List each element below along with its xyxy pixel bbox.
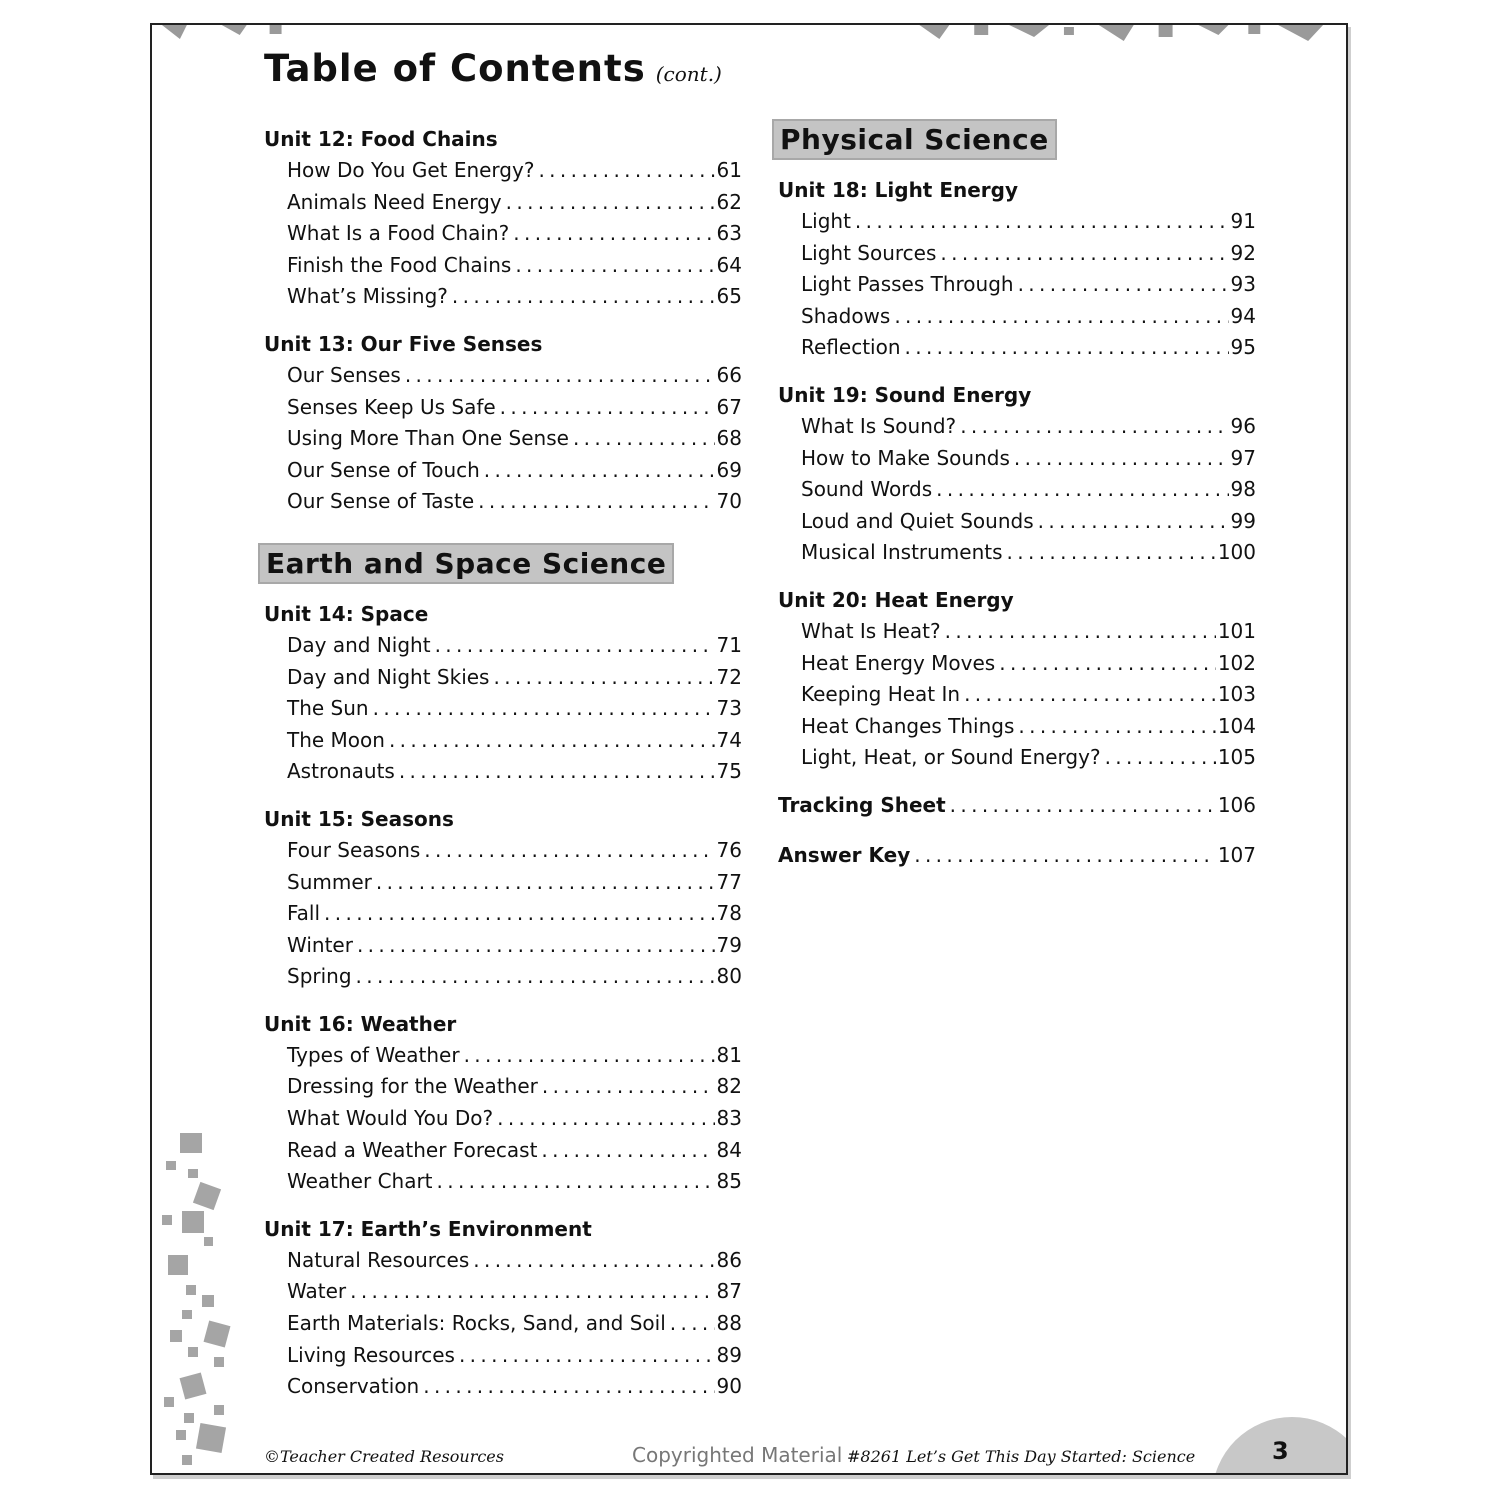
entry-page: 103	[1217, 682, 1256, 707]
entry-page: 104	[1217, 713, 1256, 738]
unit-16	[264, 1008, 742, 1198]
dot-leader	[1105, 742, 1216, 774]
title-text: Table of Contents	[264, 47, 646, 90]
entry-title: Winter	[287, 932, 353, 957]
dot-leader	[399, 756, 715, 788]
entry-page: 80	[716, 964, 742, 989]
unit-12	[264, 123, 742, 313]
dot-leader	[894, 301, 1228, 333]
entry-page: 62	[716, 189, 742, 214]
entry-page: 68	[716, 426, 742, 451]
footer-publisher: ©Teacher Created Resources	[264, 1447, 504, 1466]
entry-page: 70	[716, 489, 742, 514]
unit-15	[264, 803, 742, 993]
dot-leader	[350, 1276, 714, 1308]
toc-entry[interactable]	[264, 662, 742, 694]
entry-title: Heat Energy Moves	[801, 650, 996, 675]
dot-leader	[376, 867, 715, 899]
entry-title: Earth Materials: Rocks, Sand, and Soil	[287, 1311, 666, 1336]
dot-leader	[542, 1071, 715, 1103]
toc-entry[interactable]	[778, 411, 1256, 443]
entry-page: 107	[1217, 842, 1256, 867]
entry-page: 64	[716, 252, 742, 277]
entry-page: 85	[716, 1169, 742, 1194]
entry-page: 69	[716, 457, 742, 482]
entry-page: 83	[716, 1106, 742, 1131]
section-header-earth-space: Earth and Space Science	[258, 543, 674, 584]
entry-page: 94	[1230, 303, 1256, 328]
entry-title: How Do You Get Energy?	[287, 158, 535, 182]
dot-leader	[324, 898, 715, 930]
toc-entry[interactable]	[264, 360, 742, 392]
entry-title: Four Seasons	[287, 837, 421, 862]
toc-entry[interactable]	[264, 930, 742, 962]
toc-entry[interactable]	[264, 835, 742, 867]
unit-heading: Unit 18: Light Energy	[778, 178, 1019, 202]
dot-leader	[538, 155, 714, 187]
dot-leader	[513, 218, 714, 250]
toc-entry[interactable]	[264, 1166, 742, 1198]
entry-title: Light Sources	[801, 240, 937, 265]
entry-page: 74	[716, 727, 742, 752]
entry-page: 101	[1217, 618, 1256, 643]
entry-page: 72	[716, 664, 742, 689]
entry-page: 75	[716, 759, 742, 784]
dot-leader	[506, 187, 715, 219]
dot-leader	[473, 1245, 714, 1277]
document-page	[150, 23, 1348, 1475]
unit-heading: Unit 14: Space	[264, 601, 429, 626]
dot-leader	[541, 1135, 714, 1167]
toc-entry[interactable]	[264, 898, 742, 930]
entry-title: Shadows	[801, 303, 891, 328]
entry-title: Natural Resources	[287, 1247, 470, 1272]
dot-leader	[478, 486, 714, 518]
entry-title: Loud and Quiet Sounds	[801, 508, 1034, 533]
entry-title: Fall	[287, 901, 321, 926]
entry-title: Types of Weather	[287, 1042, 460, 1067]
entry-page: 91	[1230, 209, 1256, 233]
entry-title: Using More Than One Sense	[287, 426, 569, 451]
entry-page: 86	[716, 1247, 742, 1272]
entry-page: 67	[716, 394, 742, 419]
entry-title: What Is Sound?	[801, 413, 957, 438]
dot-leader	[573, 423, 715, 455]
dot-leader	[1007, 537, 1216, 569]
entry-title: Musical Instruments	[801, 540, 1003, 565]
entry-title: What’s Missing?	[287, 284, 448, 309]
dot-leader	[484, 455, 715, 487]
unit-19	[778, 379, 1256, 569]
entry-title: Weather Chart	[287, 1169, 433, 1194]
entry-title: Water	[287, 1279, 347, 1304]
unit-heading: Unit 17: Earth’s Environment	[264, 1216, 592, 1241]
entry-title: What Is a Food Chain?	[287, 221, 510, 246]
entry-title: Light Passes Through	[801, 272, 1014, 297]
entry-page: 99	[1230, 508, 1256, 533]
entry-page: 93	[1230, 272, 1256, 297]
toc-entry[interactable]	[264, 455, 742, 487]
toc-entry[interactable]	[778, 474, 1256, 506]
dot-leader	[999, 648, 1216, 680]
footer-book-title: #8261 Let’s Get This Day Started: Science	[847, 1447, 1196, 1466]
entry-title: The Sun	[287, 696, 369, 721]
toc-entry[interactable]	[264, 961, 742, 993]
unit-heading: Unit 20: Heat Energy	[778, 587, 1014, 612]
entry-page: 82	[716, 1074, 742, 1099]
entry-title: Our Senses	[287, 362, 401, 387]
entry-page: 89	[716, 1342, 742, 1367]
toc-entry[interactable]	[264, 155, 742, 187]
toc-entry[interactable]	[264, 630, 742, 662]
dot-leader	[940, 238, 1228, 270]
entry-title: Reflection	[801, 335, 901, 360]
entry-page: 88	[716, 1311, 742, 1336]
entry-title: Keeping Heat In	[801, 682, 961, 707]
toc-entry[interactable]	[778, 506, 1256, 538]
entry-title: Answer Key	[778, 842, 911, 867]
entry-page: 106	[1217, 792, 1256, 817]
entry-page: 77	[716, 869, 742, 894]
toc-entry[interactable]	[264, 693, 742, 725]
dot-leader	[945, 616, 1216, 648]
unit-17	[264, 1213, 742, 1403]
entry-page: 66	[716, 362, 742, 387]
entry-title: Summer	[287, 869, 372, 894]
entry-title: The Moon	[287, 727, 385, 752]
dot-leader	[1018, 711, 1215, 743]
dot-leader	[423, 1371, 714, 1403]
entry-title: Conservation	[287, 1374, 420, 1399]
toc-entry[interactable]	[778, 269, 1256, 301]
entry-title: Finish the Food Chains	[287, 252, 512, 277]
toc-entry[interactable]	[264, 423, 742, 455]
toc-entry[interactable]	[264, 1371, 742, 1403]
toc-entry[interactable]	[264, 1308, 742, 1340]
entry-page: 81	[716, 1042, 742, 1067]
entry-title: Our Sense of Touch	[287, 457, 480, 482]
entry-title: Sound Words	[801, 477, 933, 502]
toc-entry[interactable]	[778, 711, 1256, 743]
dot-leader	[497, 1103, 714, 1135]
toc-entry[interactable]	[778, 206, 1256, 238]
dot-leader	[855, 206, 1229, 238]
unit-20	[778, 584, 1256, 774]
dot-leader	[500, 392, 715, 424]
entry-title: Heat Changes Things	[801, 713, 1015, 738]
dot-leader	[950, 789, 1216, 821]
unit-13	[264, 328, 742, 518]
dot-leader	[452, 281, 715, 313]
toc-entry[interactable]	[778, 648, 1256, 680]
toc-entry[interactable]	[778, 537, 1256, 569]
toc-entry[interactable]	[264, 1103, 742, 1135]
entry-title: Animals Need Energy	[287, 189, 502, 214]
right-column	[778, 119, 1256, 889]
dot-leader	[424, 835, 714, 867]
entry-title: Day and Night	[287, 632, 431, 657]
dot-leader	[1014, 443, 1229, 475]
entry-page: 65	[716, 284, 742, 309]
section-header-physical-science: Physical Science	[772, 119, 1057, 160]
entry-title: What Is Heat?	[801, 618, 941, 643]
toc-entry[interactable]	[778, 616, 1256, 648]
toc-entry[interactable]	[264, 486, 742, 518]
left-column	[264, 123, 742, 1418]
entry-title: How to Make Sounds	[801, 445, 1010, 470]
entry-page: 79	[716, 932, 742, 957]
dot-leader	[936, 474, 1228, 506]
page-number: 3	[1272, 1437, 1289, 1465]
entry-page: 61	[716, 158, 742, 182]
unit-heading: Unit 13: Our Five Senses	[264, 331, 543, 356]
toc-entry[interactable]	[778, 679, 1256, 711]
toc-entry[interactable]	[778, 443, 1256, 475]
dot-leader	[515, 250, 714, 282]
toc-entry[interactable]	[264, 1040, 742, 1072]
dot-leader	[905, 332, 1229, 364]
entry-title: Astronauts	[287, 759, 395, 784]
entry-title: Day and Night Skies	[287, 664, 490, 689]
dot-leader	[435, 630, 715, 662]
toc-entry[interactable]	[264, 867, 742, 899]
entry-page: 71	[716, 632, 742, 657]
toc-entry[interactable]	[778, 238, 1256, 270]
entry-page: 102	[1217, 650, 1256, 675]
toc-entry[interactable]	[264, 218, 742, 250]
toc-entry[interactable]	[778, 742, 1256, 774]
entry-title: Tracking Sheet	[778, 792, 946, 817]
dot-leader	[459, 1340, 715, 1372]
toc-entry[interactable]	[264, 1135, 742, 1167]
dot-leader	[1038, 506, 1229, 538]
entry-page: 84	[716, 1137, 742, 1162]
toc-entry[interactable]	[264, 1071, 742, 1103]
entry-page: 73	[716, 696, 742, 721]
entry-page: 100	[1217, 540, 1256, 565]
dot-leader	[373, 693, 715, 725]
side-decoration	[152, 1125, 252, 1475]
entry-title: Our Sense of Taste	[287, 489, 475, 514]
entry-page: 96	[1230, 413, 1256, 438]
unit-heading: Unit 16: Weather	[264, 1011, 457, 1036]
entry-title: Light	[801, 209, 851, 233]
footer-watermark: Copyrighted Material	[632, 1443, 843, 1467]
dot-leader	[405, 360, 715, 392]
toc-entry[interactable]	[264, 250, 742, 282]
toc-entry[interactable]	[264, 725, 742, 757]
dot-leader	[914, 839, 1216, 871]
entry-title: Read a Weather Forecast	[287, 1137, 538, 1162]
toc-entry[interactable]	[264, 756, 742, 788]
unit-heading: Unit 12: Food Chains	[264, 127, 498, 151]
unit-heading: Unit 19: Sound Energy	[778, 382, 1032, 407]
dot-leader	[670, 1308, 715, 1340]
dot-leader	[960, 411, 1228, 443]
toc-entry-answer-key[interactable]	[778, 839, 1256, 871]
entry-page: 95	[1230, 335, 1256, 360]
dot-leader	[357, 930, 715, 962]
toc-entry[interactable]	[264, 1340, 742, 1372]
entry-page: 105	[1217, 745, 1256, 770]
toc-entry[interactable]	[264, 187, 742, 219]
toc-entry[interactable]	[264, 281, 742, 313]
entry-title: Spring	[287, 964, 352, 989]
unit-heading: Unit 15: Seasons	[264, 806, 454, 831]
entry-page: 98	[1230, 477, 1256, 502]
entry-title: Dressing for the Weather	[287, 1074, 538, 1099]
entry-page: 92	[1230, 240, 1256, 265]
entry-title: Living Resources	[287, 1342, 455, 1367]
entry-page: 63	[716, 221, 742, 246]
dot-leader	[389, 725, 715, 757]
entry-title: Senses Keep Us Safe	[287, 394, 496, 419]
title-cont: (cont.)	[655, 62, 722, 86]
entry-page: 90	[716, 1374, 742, 1399]
dot-leader	[464, 1040, 715, 1072]
toc-entry[interactable]	[264, 1276, 742, 1308]
dot-leader	[356, 961, 715, 993]
unit-14	[264, 598, 742, 788]
toc-entry[interactable]	[264, 1245, 742, 1277]
entry-title: What Would You Do?	[287, 1106, 494, 1131]
dot-leader	[437, 1166, 715, 1198]
entry-page: 87	[716, 1279, 742, 1304]
dot-leader	[1018, 269, 1229, 301]
dot-leader	[493, 662, 714, 694]
entry-title: Light, Heat, or Sound Energy?	[801, 745, 1101, 770]
dot-leader	[964, 679, 1216, 711]
toc-entry[interactable]	[778, 332, 1256, 364]
toc-entry[interactable]	[778, 301, 1256, 333]
unit-18	[778, 174, 1256, 364]
entry-page: 76	[716, 837, 742, 862]
toc-entry[interactable]	[264, 392, 742, 424]
toc-entry-tracking-sheet[interactable]	[778, 789, 1256, 821]
entry-page: 97	[1230, 445, 1256, 470]
entry-page: 78	[716, 901, 742, 926]
page-title	[264, 47, 722, 90]
